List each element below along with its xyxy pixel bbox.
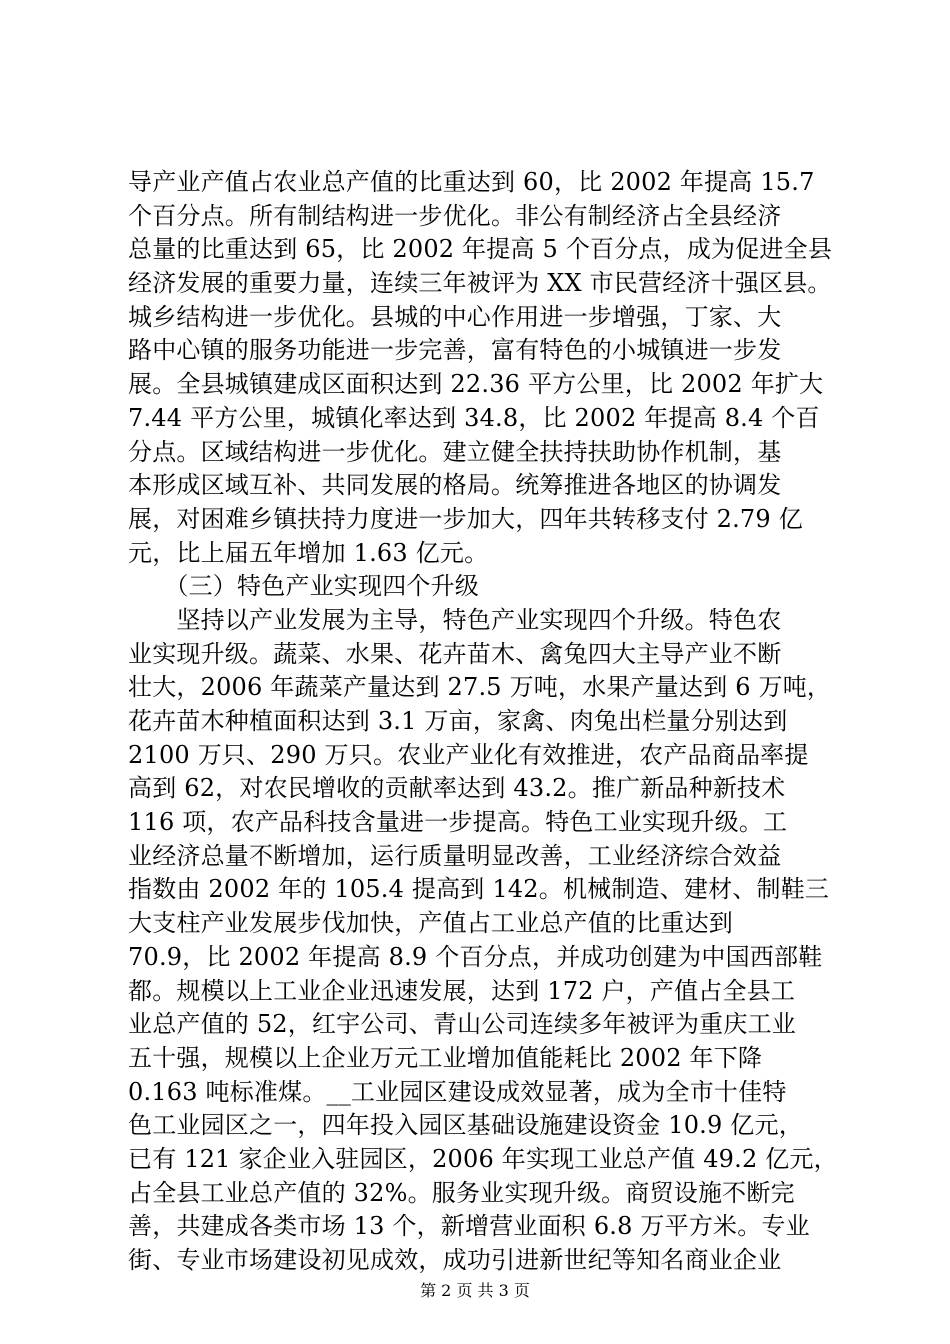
text-line: 业总产值的 52，红宇公司、青山公司连续多年被评为重庆工业: [128, 1010, 796, 1039]
document-body: [128, 166, 868, 1278]
text-line: 分点。区域结构进一步优化。建立健全扶持扶助协作机制，基: [128, 437, 782, 466]
text-line: 展，对困难乡镇扶持力度进一步加大，四年共转移支付 2.79 亿: [128, 504, 803, 533]
text-line: 指数由 2002 年的 105.4 提高到 142。机械制造、建材、制鞋三: [128, 875, 830, 904]
text-line: 高到 62，对农民增收的贡献率达到 43.2。推广新品种新技术: [128, 774, 786, 803]
text-line: 展。全县城镇建成区面积达到 22.36 平方公里，比 2002 年扩大: [128, 370, 824, 399]
text-line: 个百分点。所有制结构进一步优化。非公有制经济占全县经济: [128, 201, 782, 230]
text-line: 已有 121 家企业入驻园区，2006 年实现工业总产值 49.2 亿元，: [128, 1144, 838, 1173]
text-line: 70.9，比 2002 年提高 8.9 个百分点，并成功创建为中国西部鞋: [128, 942, 823, 971]
text-line: 花卉苗木种植面积达到 3.1 万亩，家禽、肉兔出栏量分别达到: [128, 707, 788, 735]
text-line: 总量的比重达到 65，比 2002 年提高 5 个百分点，成为促进全县: [128, 235, 833, 264]
text-line: 善，共建成各类市场 13 个，新增营业面积 6.8 万平方米。专业: [128, 1212, 810, 1241]
text-line: 导产业产值占农业总产值的比重达到 60，比 2002 年提高 15.7: [128, 168, 815, 196]
text-line: 占全县工业总产值的 32%。服务业实现升级。商贸设施不断完: [128, 1178, 795, 1207]
text-line: 都。规模以上工业企业迅速发展，达到 172 户，产值占全县工: [128, 976, 796, 1005]
text-line: 城乡结构进一步优化。县城的中心作用进一步增强，丁家、大: [128, 302, 782, 331]
text-line: 路中心镇的服务功能进一步完善，富有特色的小城镇进一步发: [128, 336, 782, 365]
text-line: 街、专业市场建设初见成效，成功引进新世纪等知名商业企业: [128, 1246, 782, 1274]
text-line: 本形成区域互补、共同发展的格局。统筹推进各地区的协调发: [128, 471, 782, 500]
text-line: 坚持以产业发展为主导，特色产业实现四个升级。特色农: [128, 605, 782, 634]
text-line: 0.163 吨标准煤。__工业园区建设成效显著，成为全市十佳特: [128, 1077, 787, 1106]
text-line: 壮大，2006 年蔬菜产量达到 27.5 万吨，水果产量达到 6 万吨，: [128, 673, 832, 702]
text-line: 业经济总量不断增加，运行质量明显改善，工业经济综合效益: [128, 841, 782, 870]
text-line: 116 项，农产品科技含量进一步提高。特色工业实现升级。工: [128, 808, 788, 837]
text-line: 2100 万只、290 万只。农业产业化有效推进，农产品商品率提: [128, 740, 809, 769]
text-line: 色工业园区之一，四年投入园区基础设施建设资金 10.9 亿元，: [128, 1111, 803, 1140]
text-line: 业实现升级。蔬菜、水果、花卉苗木、禽兔四大主导产业不断: [128, 639, 782, 668]
text-line: 五十强，规模以上企业万元工业增加值能耗比 2002 年下降: [128, 1043, 763, 1072]
text-line: 元，比上届五年增加 1.63 亿元。: [128, 538, 489, 567]
page-number-footer: 第 2 页 共 3 页: [420, 1281, 530, 1300]
text-line: 大支柱产业发展步伐加快，产值占工业总产值的比重达到: [128, 909, 733, 938]
section-heading: （三）特色产业实现四个升级: [128, 572, 479, 601]
text-line: 经济发展的重要力量，连续三年被评为 XX 市民营经济十强区县。: [128, 269, 832, 298]
text-line: 7.44 平方公里，城镇化率达到 34.8，比 2002 年提高 8.4 个百: [128, 403, 820, 432]
